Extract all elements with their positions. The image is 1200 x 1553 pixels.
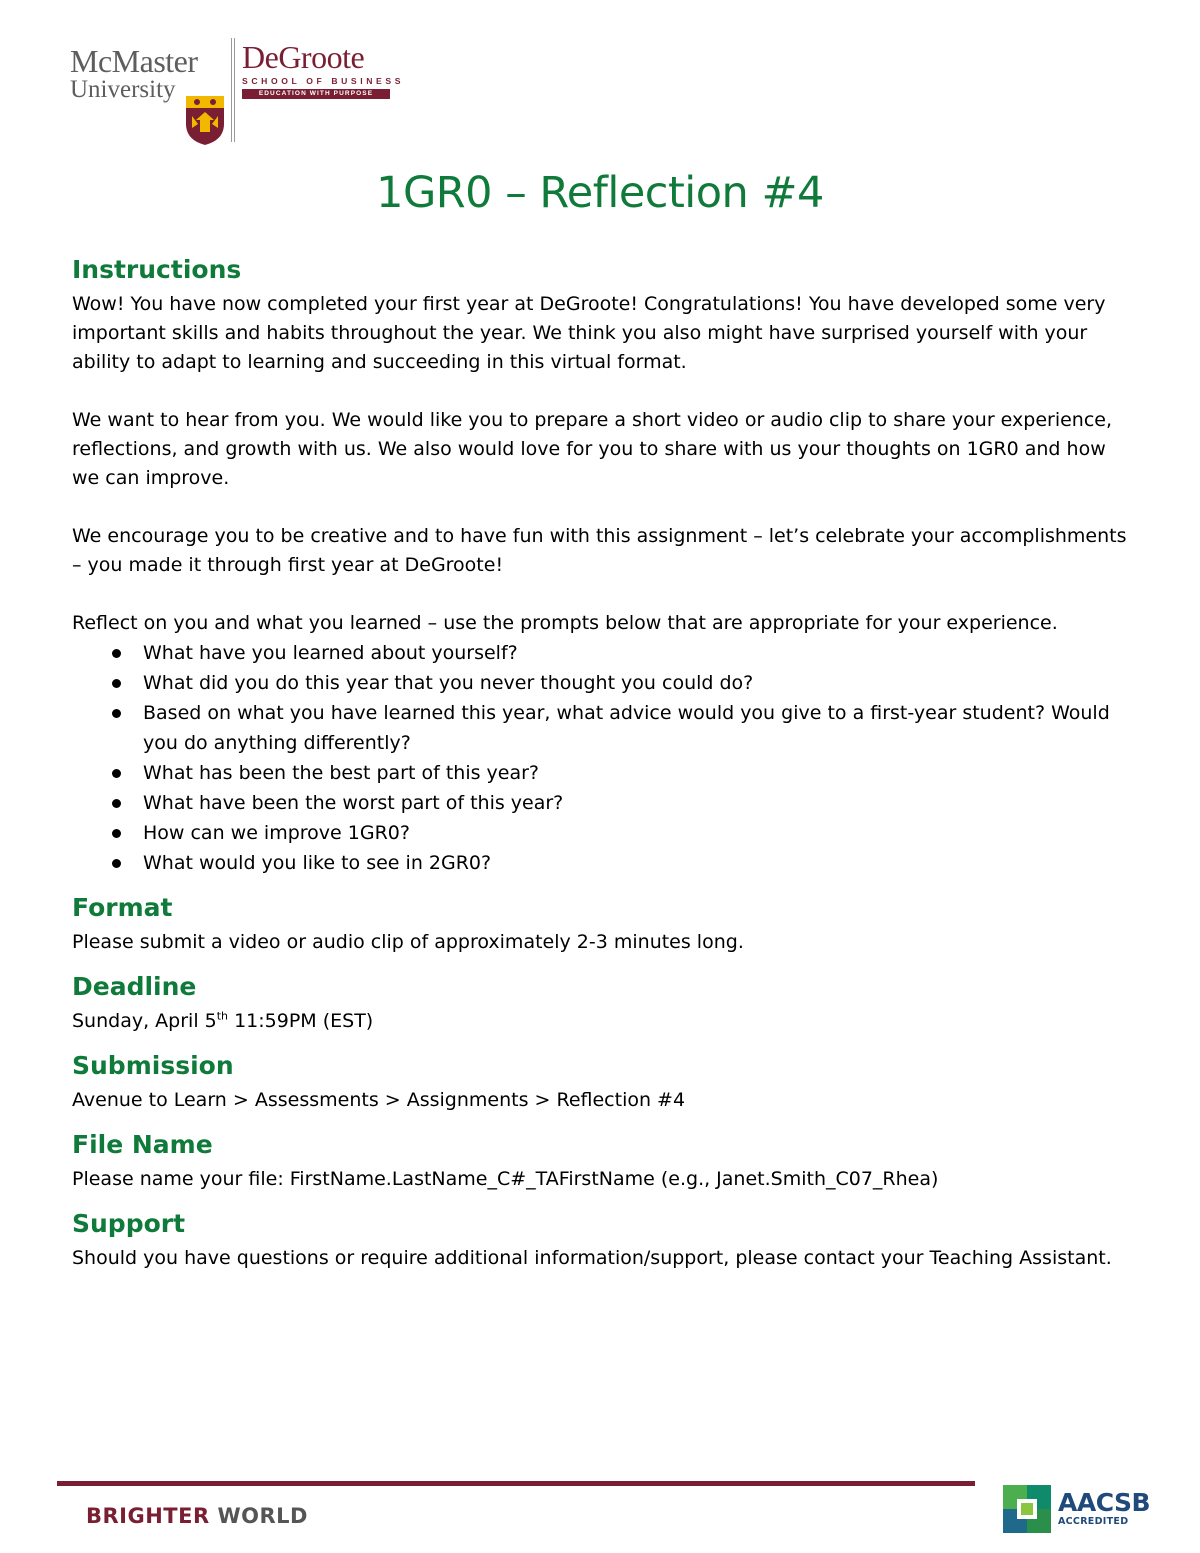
mcmaster-wordmark [70, 44, 198, 103]
instructions-heading: Instructions [72, 255, 242, 284]
document-body [72, 250, 1132, 1273]
degroote-wordmark [242, 39, 405, 99]
list-item [72, 818, 1132, 848]
format-heading: Format [72, 893, 173, 922]
submission-heading: Submission [72, 1051, 234, 1080]
format-section [72, 888, 1132, 957]
instructions-paragraph: We encourage you to be creative and to have fun with this assignment – let’s celebrate your accomplishments – you made it through first year at DeGroote! [72, 525, 1127, 576]
logo-divider [231, 38, 232, 142]
footer-divider [57, 1481, 975, 1486]
prompt-text: What have been the worst part of this year? [143, 792, 564, 814]
page-title: 1GR0 – Reflection #4 [376, 168, 824, 218]
bullet-icon [112, 769, 121, 778]
aacsb-logo-icon [1003, 1485, 1051, 1533]
bullet-icon [112, 709, 121, 718]
aacsb-label: AACSB [1058, 1488, 1151, 1517]
format-text: Please submit a video or audio clip of approximately 2-3 minutes long. [72, 931, 744, 953]
mcmaster-crest-icon [184, 94, 226, 146]
list-item [72, 758, 1132, 788]
logo-divider [234, 38, 235, 142]
submission-path: Avenue to Learn > Assessments > Assignments > Reflection #4 [72, 1089, 686, 1111]
school-of-business-label: SCHOOL OF BUSINESS [242, 76, 405, 86]
prompt-text: What did you do this year that you never thought you could do? [143, 672, 754, 694]
instructions-paragraph: We want to hear from you. We would like you to prepare a short video or audio clip to share your experience, reflections, and growth with us. We also would love for you to share with us your thoughts on 1GR0 and how we can improve. [72, 409, 1113, 489]
deadline-heading: Deadline [72, 972, 197, 1001]
mcmaster-degroote-logo [70, 36, 405, 146]
aacsb-wordmark [1058, 1490, 1150, 1527]
prompt-text: Based on what you have learned this year, what advice would you give to a first-year student? Would you do anything differently? [143, 702, 1110, 754]
university-label: University [70, 76, 176, 103]
world-word: WORLD [209, 1504, 308, 1528]
instructions-paragraph: Reflect on you and what you learned – use the prompts below that are appropriate for your experience. [72, 612, 1058, 634]
file-name-section [72, 1125, 1132, 1194]
bullet-icon [112, 649, 121, 658]
bullet-icon [112, 679, 121, 688]
deadline-text [72, 1007, 1132, 1036]
degroote-name: DeGroote [242, 39, 365, 75]
support-section [72, 1204, 1132, 1273]
prompt-text: What would you like to see in 2GR0? [143, 852, 492, 874]
submission-section [72, 1046, 1132, 1115]
bullet-icon [112, 829, 121, 838]
file-name-heading: File Name [72, 1130, 213, 1159]
accredited-label: ACCREDITED [1058, 1516, 1129, 1527]
list-item [72, 788, 1132, 818]
mcmaster-name: McMaster [70, 43, 198, 79]
brighter-word: BRIGHTER [86, 1504, 210, 1528]
support-heading: Support [72, 1209, 186, 1238]
prompt-text: What has been the best part of this year? [143, 762, 540, 784]
education-with-purpose-tagline: EDUCATION WITH PURPOSE [242, 89, 390, 99]
instructions-paragraph: Wow! You have now completed your first year at DeGroote! Congratulations! You have developed some very important skills and habits throughout the year. We think you also might have surprised yourself with your ability to adapt to learning and succeeding in this virtual format. [72, 293, 1106, 373]
bullet-icon [112, 799, 121, 808]
deadline-time: 11:59PM (EST) [228, 1010, 374, 1032]
list-item [72, 638, 1132, 668]
reflection-prompts-list [72, 638, 1132, 878]
deadline-ordinal: th [216, 1009, 229, 1023]
support-text: Should you have questions or require additional information/support, please contact your Teaching Assistant. [72, 1247, 1112, 1269]
file-name-text: Please name your file: FirstName.LastName_C#_TAFirstName (e.g., Janet.Smith_C07_Rhea) [72, 1168, 939, 1190]
brighter-world-logo [86, 1504, 308, 1528]
deadline-date: Sunday, April 5 [72, 1010, 217, 1032]
prompt-text: What have you learned about yourself? [143, 642, 518, 664]
prompt-text: How can we improve 1GR0? [143, 822, 410, 844]
deadline-section [72, 967, 1132, 1036]
list-item [72, 848, 1132, 878]
bullet-icon [112, 859, 121, 868]
list-item [72, 698, 1132, 758]
list-item [72, 668, 1132, 698]
